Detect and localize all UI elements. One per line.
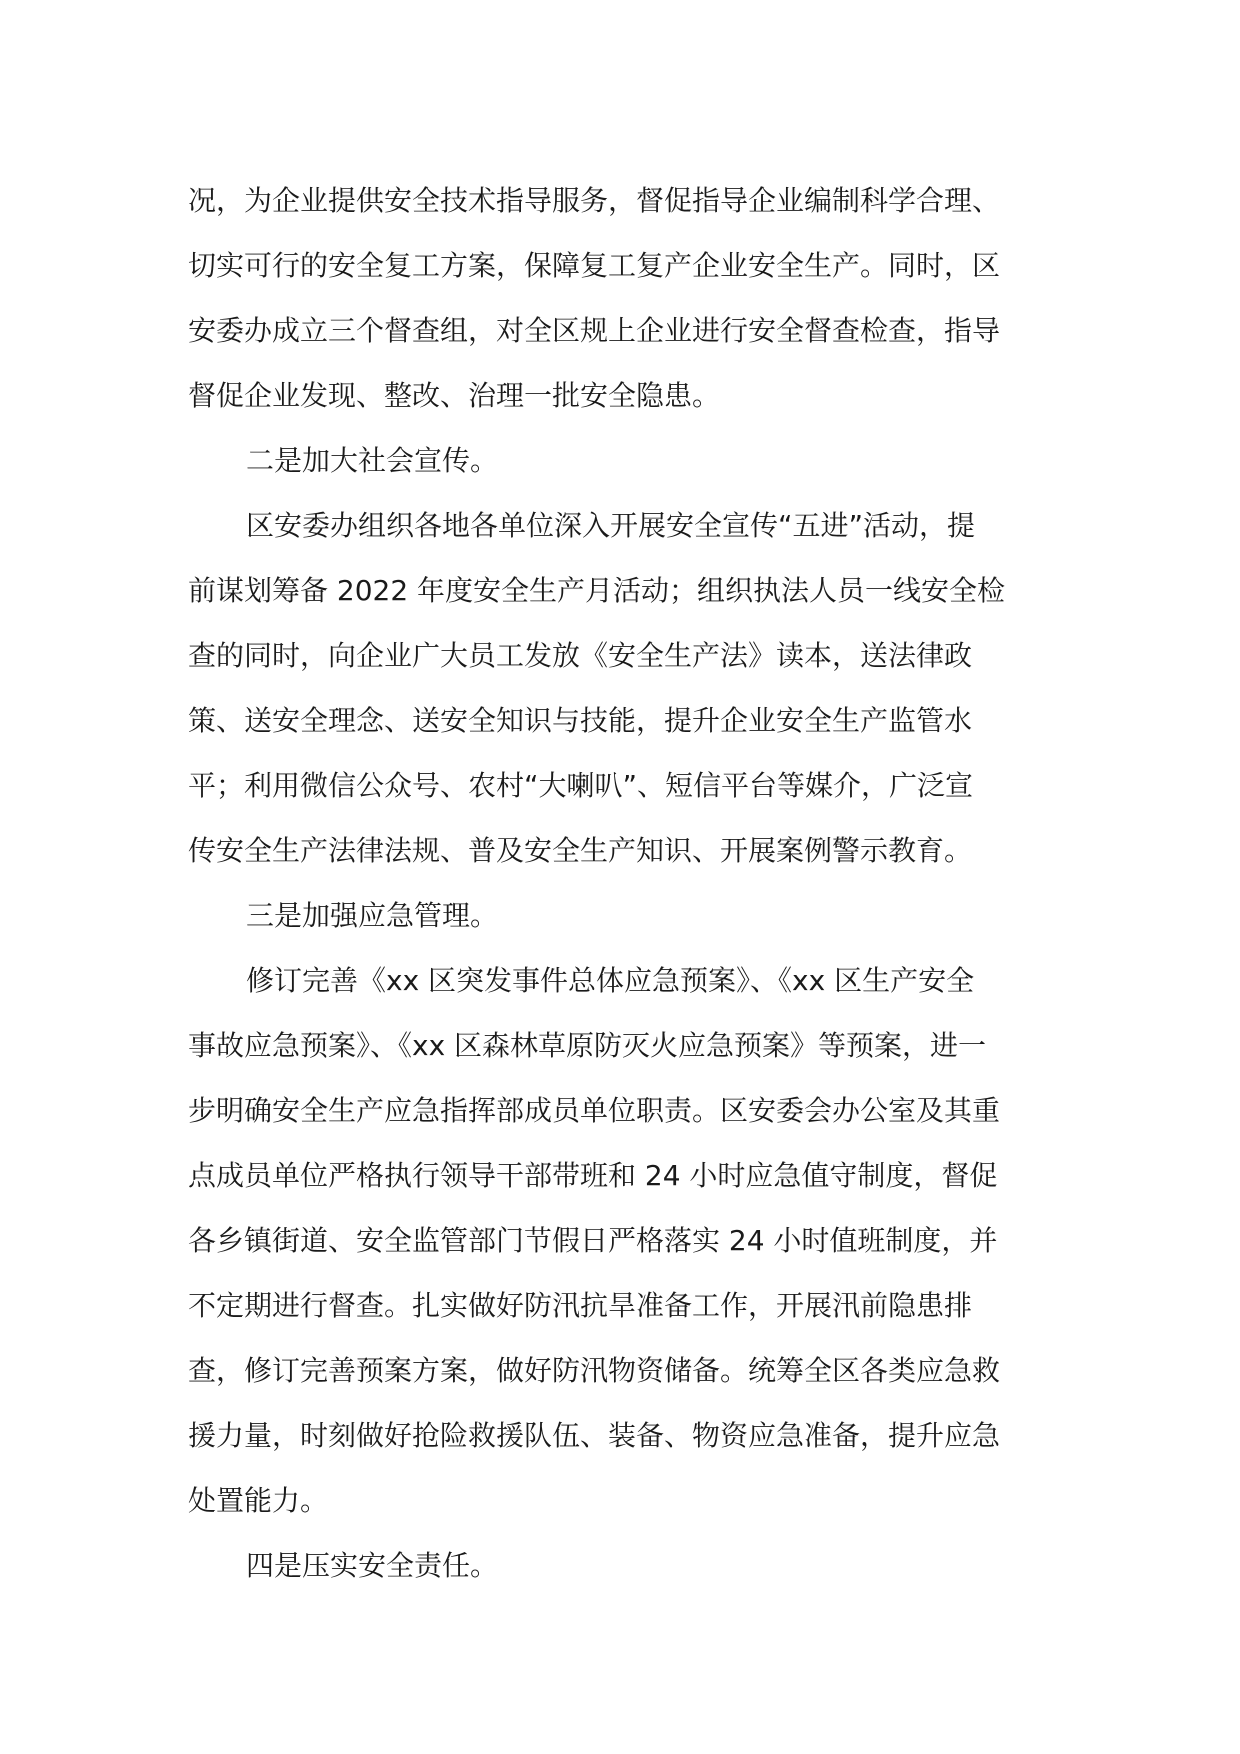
text-line: 切实可行的安全复工方案，保障复工复产企业安全生产。同时，区 [188,249,1001,282]
text-line: 传安全生产法律法规、普及安全生产知识、开展案例警示教育。 [188,834,973,867]
document-body [188,168,1060,1598]
text-line: 安委办成立三个督查组，对全区规上企业进行安全督查检查，指导 [188,314,1001,347]
text-line: 督促企业发现、整改、治理一批安全隐患。 [188,379,721,412]
section-heading: 三是加强应急管理。 [246,899,499,932]
text-line: 点成员单位严格执行领导干部带班和 24 小时应急值守制度，督促 [188,1159,998,1192]
text-line: 前谋划筹备 2022 年度安全生产月活动；组织执法人员一线安全检 [188,574,1006,607]
text-line: 区安委办组织各地各单位深入开展安全宣传“五进”活动，提 [246,509,976,542]
text-line: 策、送安全理念、送安全知识与技能，提升企业安全生产监管水 [188,704,973,737]
text-line: 处置能力。 [188,1484,329,1517]
section-heading: 四是压实安全责任。 [246,1549,499,1582]
text-line: 援力量，时刻做好抢险救援队伍、装备、物资应急准备，提升应急 [188,1419,1001,1452]
text-line: 各乡镇街道、安全监管部门节假日严格落实 24 小时值班制度，并 [188,1224,998,1257]
text-line: 事故应急预案》、《xx 区森林草原防灭火应急预案》等预案，进一 [188,1029,987,1062]
text-line: 查的同时，向企业广大员工发放《安全生产法》读本，送法律政 [188,639,973,672]
text-line: 修订完善《xx 区突发事件总体应急预案》、《xx 区生产安全 [246,964,975,997]
text-line: 步明确安全生产应急指挥部成员单位职责。区安委会办公室及其重 [188,1094,1001,1127]
text-line: 查，修订完善预案方案，做好防汛物资储备。统筹全区各类应急救 [188,1354,1001,1387]
text-line: 况，为企业提供安全技术指导服务，督促指导企业编制科学合理、 [188,184,1001,217]
text-line: 平；利用微信公众号、农村“大喇叭”、短信平台等媒介，广泛宣 [188,769,974,802]
section-heading: 二是加大社会宣传。 [246,444,499,477]
text-line: 不定期进行督查。扎实做好防汛抗旱准备工作，开展汛前隐患排 [188,1289,973,1322]
